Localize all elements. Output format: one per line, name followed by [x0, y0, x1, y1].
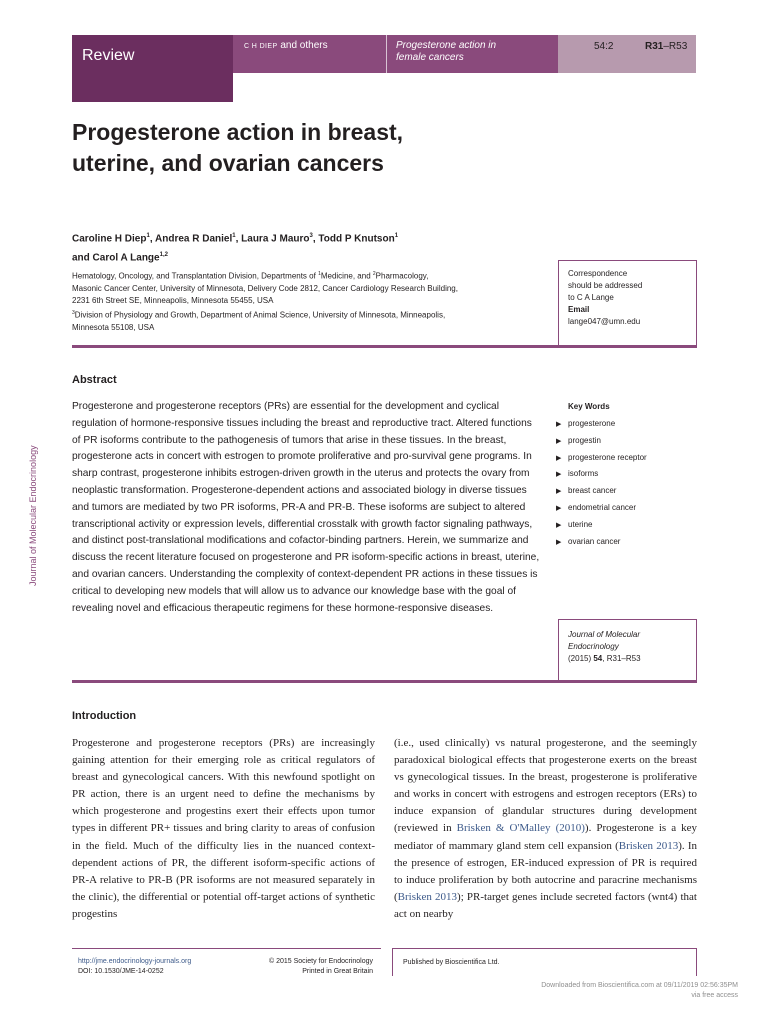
reference-link[interactable]: Brisken 2013 — [618, 839, 679, 852]
journal-url[interactable]: http://jme.endocrinology-journals.org — [78, 958, 192, 965]
body-text: ); PR-target genes include secreted factors (wnt4) that act on nearby — [394, 890, 697, 920]
email-address[interactable]: lange047@umn.edu — [568, 317, 641, 326]
author-sup: 1 — [146, 233, 150, 239]
page-range — [645, 41, 687, 52]
reference-link[interactable]: Brisken 2013 — [397, 890, 458, 903]
correspondence-box — [558, 260, 697, 346]
keyword-text: isoforms — [568, 469, 599, 479]
author-list — [72, 228, 552, 267]
keyword-item — [556, 416, 647, 433]
affiliation-line — [72, 268, 542, 283]
author-sep: , — [235, 233, 242, 245]
affiliation-text: Pharmacology, — [375, 271, 429, 281]
author-name: Todd P Knutson — [318, 233, 395, 245]
author-line1 — [72, 228, 552, 247]
header-divider — [386, 35, 387, 73]
running-author-rest: and others — [277, 40, 328, 51]
arrow-icon: ▶ — [556, 538, 562, 546]
affiliation-line: Minnesota 55108, USA — [72, 323, 155, 333]
arrow-icon: ▶ — [556, 521, 562, 529]
citation-journal: Endocrinology — [568, 642, 619, 651]
abstract-heading: Abstract — [72, 374, 117, 386]
keyword-item — [556, 534, 647, 551]
affiliation-line: Masonic Cancer Center, University of Minnesota, Delivery Code 2812, Cancer Cardiology Research Building, — [72, 283, 458, 293]
abstract-text: Progesterone and progesterone receptors (PRs) are essential for the development and cyclical regulation of hormone-responsive tissues including the breast and reproductive tract. Altered functions of PR isoforms contribute to the pathogenesis of tumors that arise in these tissues. In the breast, progesterone acts in concert with estrogen to promote proliferative and pro-survival gene programs. In sharp contrast, progesterone inhibits estrogen-driven growth in the uterus and protects the ovary from neoplastic transformation. Progesterone-dependent actions and associated biology in diverse tissues and tumors are mediated by two PR isoforms, PR-A and PR-B. These isoforms are subject to altered transcriptional activity or expression levels, differential crosstalk with growth factor signaling pathways, and distinct post-translational modifications and cofactor-binding partners. Herein, we summarize and discuss the recent literature focused on progesterone and PR isoform-specific actions in breast, uterine, and ovarian cancers. Understanding the complexity of context-dependent PR actions in these tissues is critical to developing new models that will allow us to advance our knowledge base with the goal of revealing novel and efficacious therapeutic regimens for these hormone-responsive diseases. — [72, 401, 540, 614]
affiliation-line: 2231 6th Street SE, Minneapolis, Minnesota 55455, USA — [72, 296, 274, 306]
author-name: Andrea R Daniel — [155, 233, 233, 245]
keyword-list — [556, 416, 647, 550]
download-line: via free access — [691, 992, 738, 999]
arrow-icon: ▶ — [556, 454, 562, 462]
keyword-text: progestin — [568, 435, 601, 445]
citation-details — [568, 653, 696, 665]
article-title — [72, 117, 522, 179]
citation-journal: Journal of Molecular — [568, 630, 641, 639]
author-line2 — [72, 247, 552, 266]
page-range-end: –R53 — [663, 41, 688, 52]
publisher-box — [392, 948, 697, 976]
publisher-text: Published by Bioscientifica Ltd. — [403, 959, 500, 966]
keyword-item — [556, 466, 647, 483]
affiliation-sup: 1 — [318, 271, 321, 277]
keyword-text: endometrial cancer — [568, 502, 637, 512]
arrow-icon: ▶ — [556, 437, 562, 445]
arrow-icon: ▶ — [556, 488, 562, 496]
section-rule — [72, 345, 697, 348]
arrow-icon: ▶ — [556, 504, 562, 512]
footer-left — [78, 957, 191, 977]
body-column-right — [394, 735, 697, 923]
author-sup: 3 — [309, 233, 313, 239]
correspondence-text: should be addressed — [568, 281, 643, 290]
citation-box — [558, 619, 697, 681]
running-author-initials: C H DIEP — [244, 43, 278, 50]
section-rule — [72, 680, 697, 683]
section-text: Review — [82, 47, 135, 64]
running-topic-line2: female cancers — [396, 52, 464, 63]
keyword-text: breast cancer — [568, 486, 617, 496]
page-range-start: R31 — [645, 41, 664, 52]
affiliation-sup: 3 — [72, 310, 75, 317]
author-sup: 1,2 — [159, 252, 168, 259]
keyword-text: ovarian cancer — [568, 536, 621, 546]
author-sup: 1 — [394, 233, 399, 239]
author-name: Caroline H Diep — [72, 233, 147, 245]
arrow-icon: ▶ — [556, 421, 562, 428]
affiliation-sup: 2 — [372, 271, 376, 277]
printed-text: Printed in Great Britain — [302, 968, 373, 975]
citation-volume: 54 — [593, 654, 603, 663]
email-label: Email — [568, 305, 590, 314]
author-sup: 1 — [232, 233, 236, 239]
affiliations — [72, 268, 542, 334]
keyword-item — [556, 433, 647, 450]
arrow-icon: ▶ — [556, 471, 562, 479]
footer-copyright — [255, 957, 373, 977]
keyword-text: uterine — [568, 519, 593, 529]
download-line: Downloaded from Bioscientifica.com at 09/11/2019 02:56:35PM — [541, 982, 738, 989]
affiliation-line — [72, 307, 542, 322]
introduction-heading: Introduction — [72, 710, 137, 722]
author-name: Laura J Mauro — [241, 233, 310, 245]
citation-year: (2015) — [568, 654, 594, 663]
body-column-left: Progesterone and progesterone receptors (PRs) are increasingly gaining attention for their emerging role as critical regulators of breast and gynecological cancers. With this newfound spotlight on PR action, there is an urgent need to define the mechanisms by which progesterone and progestins exert their effects upon tumor types in different PR+ tissues and bring clarity to areas of confusion in the field. Much of the difficulty lies in the nuanced context-dependent actions of PR, the different isoform-specific actions of PR-A relative to PR-B (PR isoforms are not measured separately in the clinic), the differential or potential off-target actions of synthetic progestins — [72, 737, 375, 920]
keyword-item — [556, 500, 647, 517]
correspondence-label: Correspondence — [568, 269, 628, 278]
download-stamp — [526, 981, 738, 1001]
keyword-text: progesterone — [568, 419, 616, 428]
running-authors — [244, 40, 328, 51]
journal-sidebar-text: Journal of Molecular Endocrinology — [28, 445, 38, 586]
author-name: and Carol A Lange — [72, 252, 160, 264]
footer-rule — [72, 948, 381, 949]
title-line2: uterine, and ovarian cancers — [72, 150, 384, 176]
keywords-heading: Key Words — [568, 402, 610, 411]
issue-number: 54:2 — [594, 41, 614, 52]
body-text: (i.e., used clinically) vs natural progesterone, and the seemingly paradoxical biological effects that progesterone exerts on the breast vs gynecological tissues. In the breast, progesterone is proliferative and works in concert with estrogens and estrogen receptors (ERs) to induce expansion of glandular structures during development (reviewed in — [394, 737, 697, 835]
section-label — [72, 35, 233, 102]
affiliation-text: Hematology, Oncology, and Transplantation Division, Departments of — [72, 271, 319, 281]
correspondence-text: to C A Lange — [568, 293, 614, 302]
keyword-item — [556, 450, 647, 467]
running-topic-line1: Progesterone action in — [396, 40, 497, 51]
reference-link[interactable]: Brisken & O'Malley (2010) — [456, 822, 585, 835]
keyword-item — [556, 483, 647, 500]
author-sep: , — [149, 233, 155, 245]
title-line1: Progesterone action in breast, — [72, 119, 404, 145]
body-text: ). Progesterone is a key mediator of mammary gland stem cell expansion ( — [394, 822, 697, 852]
author-sep: , — [312, 233, 319, 245]
affiliation-text: Medicine, and — [320, 271, 373, 281]
doi: DOI: 10.1530/JME-14-0252 — [78, 968, 164, 975]
header-issue-box — [558, 35, 696, 73]
affiliation-text: Division of Physiology and Growth, Department of Animal Science, University of Minnesota, Minneapolis, — [74, 310, 446, 320]
running-topic — [396, 40, 546, 64]
keyword-item — [556, 517, 647, 534]
journal-sidebar — [28, 418, 42, 594]
keyword-text: progesterone receptor — [568, 452, 647, 462]
copyright-text: © 2015 Society for Endocrinology — [269, 958, 373, 965]
body-text: ). In the presence of estrogen, ER-induced expression of PR is required to induce proliferation by both autocrine and paracrine mechanisms ( — [394, 839, 697, 903]
citation-pages: , R31–R53 — [602, 654, 641, 663]
